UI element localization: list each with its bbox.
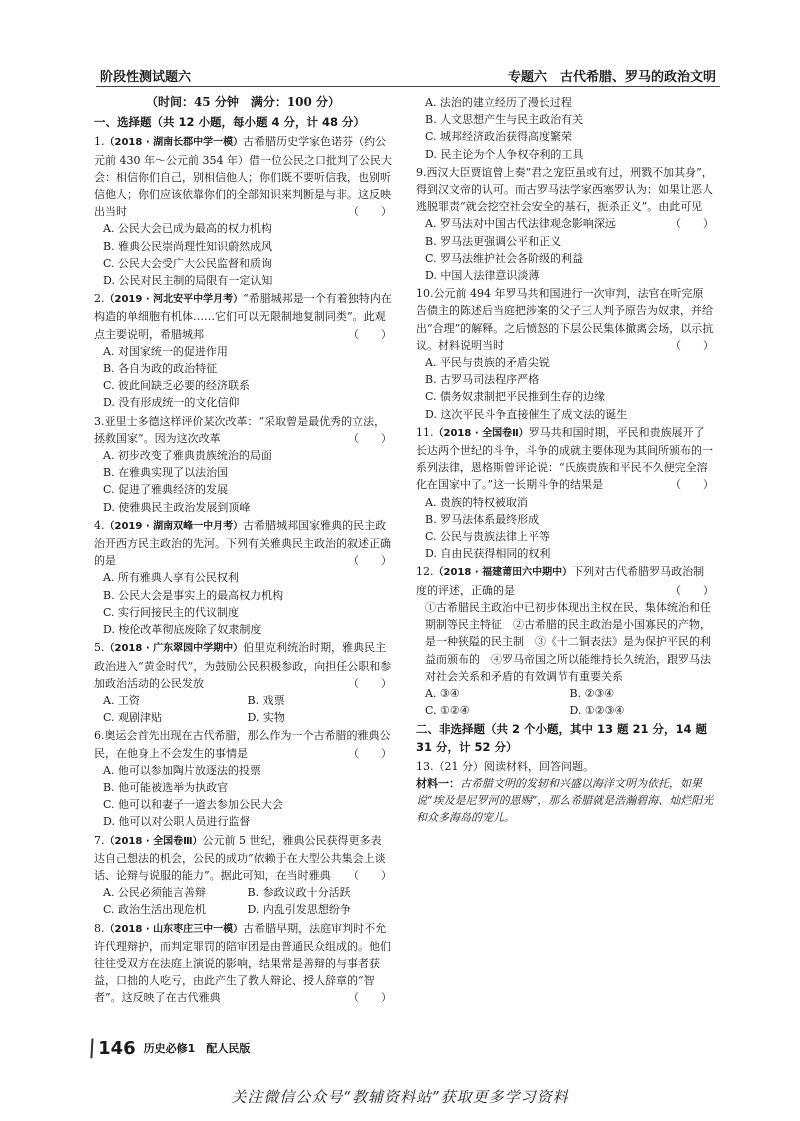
option: D. 梭伦改革彻底废除了奴隶制度: [103, 623, 262, 637]
q-source: （2019 · 河北安平中学月考）: [104, 294, 244, 306]
q-num: 1.: [94, 135, 105, 149]
q-text: 奥运会首先出现在古代希腊，那么作为一个古希腊的雅典公民，在他身上不会发生的事情是: [94, 729, 391, 760]
option: C. 观剧津贴: [103, 711, 163, 725]
material-text: 古希腊文明的发轫和兴盛以海洋文明为依托，如果说“埃及是尼罗河的恩赐”，那么希腊就是浩瀚碧海、灿烂阳光和众多海岛的宠儿。: [416, 776, 714, 825]
question-2: [94, 290, 392, 411]
option: B. 雅典公民崇尚理性知识蔚然成风: [103, 239, 273, 253]
answer-paren: （ ）: [348, 554, 392, 568]
page-number: 146: [98, 1037, 136, 1059]
option: D. 中国人法律意识淡薄: [425, 269, 540, 283]
option: B. 公民大会是事实上的最高权力机构: [103, 588, 284, 602]
answer-paren: （ ）: [348, 676, 392, 690]
header-right-title: 专题六 古代希腊、罗马的政治文明: [507, 70, 716, 85]
question-1: [94, 133, 392, 289]
question-12: [416, 563, 714, 719]
option: D. ①②③④: [569, 704, 625, 718]
q-text: （21 分）阅读材料，回答问题。: [433, 759, 594, 773]
option: A. 对国家统一的促进作用: [103, 344, 228, 358]
option: A. 所有雅典人享有公民权利: [103, 571, 239, 585]
answer-paren: （ ）: [348, 868, 392, 882]
option: C. 实行间接民主的代议制度: [103, 605, 240, 619]
option: D. 没有形成统一的文化信仰: [103, 396, 240, 410]
answer-paren: （ ）: [670, 217, 714, 231]
option: C. 公民大会受广大公民监督和质询: [103, 256, 273, 270]
option: C. 公民与贵族法律上平等: [425, 530, 551, 544]
book-title: 历史必修1 配人民版: [143, 1042, 251, 1055]
option: C. 城邦经济政治获得高度繁荣: [425, 130, 573, 144]
option: D. 使雅典民主政治发展到顶峰: [103, 500, 251, 514]
q-num: 6.: [94, 729, 105, 743]
question-8-options: [416, 94, 714, 163]
q-source: （2018 · 山东枣庄三中一模）: [104, 923, 244, 935]
option: B. 罗马法更强调公平和正义: [425, 234, 562, 248]
option: B. 各自为政的政治特征: [103, 362, 218, 376]
option: D. 他可以对公职人员进行监督: [103, 815, 251, 829]
question-5: [94, 639, 392, 726]
option: C. 彼此间缺乏必要的经济联系: [103, 379, 251, 393]
option: A. 初步改变了雅典贵族统治的局面: [103, 449, 272, 463]
option: A. 法治的建立经历了漫长过程: [425, 96, 572, 109]
q-source: （2018 · 福建莆田六中期中）: [433, 567, 573, 579]
q-text: 公元前 5 世纪，雅典公民获得更多表达自己想法的机会，公民的成功“依赖于在大型公共集会上谈话、论辩与说服的能力”。据此可知，在当时雅典: [94, 833, 386, 882]
option: D. 内乱引发思想纷争: [247, 903, 351, 917]
question-3: [94, 413, 392, 516]
q-num: 13.: [416, 759, 434, 773]
option: B. 古罗马司法程序严格: [425, 373, 540, 387]
q-text: 亚里士多德这样评价某次改革：“采取曾是最优秀的立法，拯救国家”。因为这次改革: [94, 414, 386, 445]
q-source: （2018 · 广东翠园中学期中）: [104, 643, 244, 655]
q-text: 西汉大臣贾谊曾上奏“君之宠臣虽或有过，刑戮不加其身”，得到汉文帝的认可。而古罗马法学家西塞罗认为：如果让恶人逃脱罪责“就会挖空社会安全的基石，扼杀正义”。由此可见: [416, 165, 713, 214]
option: A. 贵族的特权被取消: [425, 495, 528, 509]
answer-paren: （ ）: [348, 991, 392, 1005]
option: B. 在雅典实现了以法治国: [103, 466, 229, 480]
question-7: [94, 832, 392, 919]
option: B. 人文思想产生与民主政治有关: [425, 113, 584, 127]
q-source: （2018 · 全国卷Ⅲ）: [104, 835, 203, 847]
option: C. 他可以和妻子一道去参加公民大会: [103, 798, 284, 812]
question-11: [416, 424, 714, 563]
option: C. 债务奴隶制把平民推到生存的边缘: [425, 390, 606, 404]
answer-paren: （ ）: [348, 327, 392, 341]
answer-paren: （ ）: [348, 205, 392, 219]
option: C. 促进了雅典经济的发展: [103, 483, 229, 497]
option: D. 民主论为个人争权夺利的工具: [425, 147, 584, 161]
q-text: “希腊城邦是一个有着独特内在构造的单细胞有机体……它们可以无限制地复制同类”。此观点主要说明，希腊城邦: [94, 292, 392, 341]
watermark-text: 关注微信公众号“教辅资料站”获取更多学习资料: [231, 1088, 569, 1106]
option: A. ③④: [425, 686, 460, 700]
q-text: 古希腊早期，法庭审判时不允许代理辩护，而判定罪罚的陪审团是由普通民众组成的。他们往往受双方在法庭上演说的影响，结果常是善辩的与事者获益，口拙的人吃亏，由此产生了教人辩论、授人辞章的“智者”。这反映了在古代雅典: [94, 921, 391, 1005]
option: C. ①②④: [425, 704, 470, 718]
section-heading-nonchoice: 二、非选择题（共 2 个小题，其中 13 题 21 分，14 题 31 分，计 52 分）: [416, 722, 708, 754]
q-num: 10.: [416, 287, 434, 301]
question-9: [416, 164, 714, 284]
exam-time-info: （时间：45 分钟 满分：100 分）: [145, 95, 341, 109]
left-column: [94, 94, 392, 1008]
question-6: [94, 727, 392, 830]
option: A. 平民与贵族的矛盾尖锐: [425, 356, 550, 370]
material-one: [416, 775, 714, 827]
q-num: 8.: [94, 921, 105, 935]
q-text: 古希腊城邦国家雅典的民主政治开西方民主政治的先河。下列有关雅典民主政治的叙述正确的是: [94, 518, 391, 568]
q-source: （2018 · 全国卷Ⅱ）: [433, 427, 529, 439]
header-left-title: 阶段性测试题六: [100, 70, 192, 85]
option: D. 公民对民主制的局限有一定认知: [103, 274, 273, 288]
option: A. 他可以参加陶片放逐法的投票: [103, 763, 261, 777]
option: B. 参政议政十分活跃: [247, 886, 351, 900]
q-num: 5.: [94, 641, 105, 655]
option: D. 这次平民斗争直接催生了成文法的诞生: [425, 407, 628, 421]
q-text: 公元前 494 年罗马共和国进行一次审判，法官在听完原告债主的陈述后当庭把涉案的父子三人判予原告为奴隶，并给出“合理”的解释。之后愤怒的下层公民集体撤离会场，以示抗议。材料说明当时: [416, 287, 714, 352]
option: A. 工资: [103, 693, 140, 707]
section-heading-choice: 一、选择题（共 12 小题，每小题 4 分，计 48 分）: [94, 115, 366, 130]
question-13: [416, 758, 714, 827]
option: A. 公民大会已成为最高的权力机构: [103, 222, 272, 236]
option: B. 罗马法体系最终形成: [425, 512, 540, 526]
answer-paren: （ ）: [348, 431, 392, 445]
answer-paren: （ ）: [670, 478, 714, 492]
question-10: [416, 285, 714, 423]
page-footer: [82, 1034, 251, 1062]
q-num: 3.: [94, 414, 105, 428]
q-text: 罗马共和国时期，平民和贵族展开了长达两个世纪的斗争，斗争的成就主要体现为其间所颁布的一系列法律，恩格斯曾评论说：“氏族贵族和平民不久便完全溶化在国家中了。”这一长期斗争的结果是: [416, 425, 713, 492]
q-text: 古希腊历史学家色诺芬（约公元前 430 年～公元前 354 年）借一位公民之口批判了公民大会：相信你们自己，别相信他人；你们既不要听信我，也别听信他人；你们应该依靠你们的全部知识来判断是与非。这反映出当时: [94, 135, 392, 219]
q-source: （2018 · 湖南长郡中学一模）: [104, 137, 244, 149]
question-8: [94, 920, 392, 1007]
answer-paren: （ ）: [348, 746, 392, 760]
slash-decoration-icon: \: [82, 1034, 102, 1062]
q-num: 12.: [416, 565, 434, 579]
q-num: 2.: [94, 292, 105, 306]
q-statements: ①古希腊民主政治中已初步体现出主权在民、集体统治和任期制等民主特征 ②古希腊的民主政治是小国寡民的产物，是一种狭隘的民主制 ③《十二铜表法》是为保护平民的利益而颁布的 ④罗马帝国之所以能维持长久统治，跟罗马法对社会关系和矛盾的有效调节有重要关系: [425, 600, 711, 683]
q-num: 4.: [94, 518, 105, 532]
option: B. 他可能被选举为执政官: [103, 780, 229, 794]
right-column: [416, 94, 714, 828]
option: A. 公民必须能言善辩: [103, 886, 206, 900]
q-source: （2019 · 湖南双峰一中月考）: [104, 520, 244, 532]
option: A. 罗马法对中国古代法律观念影响深远: [425, 217, 616, 231]
option: C. 政治生活出现危机: [103, 903, 207, 917]
option: B. ②③④: [569, 686, 615, 700]
option: B. 戏票: [247, 693, 285, 707]
material-label: 材料一：: [416, 776, 460, 790]
option: D. 自由民获得相同的权利: [425, 547, 551, 561]
question-4: [94, 517, 392, 638]
header-rule: [96, 86, 720, 87]
q-text: 下列对古代希腊罗马政治制度的评述，正确的是: [416, 565, 705, 597]
answer-paren: （ ）: [670, 338, 714, 352]
q-num: 11.: [416, 425, 434, 439]
option: D. 实物: [247, 711, 285, 725]
answer-paren: （ ）: [670, 583, 714, 597]
q-num: 7.: [94, 833, 105, 847]
option: C. 罗马法维护社会各阶级的利益: [425, 251, 584, 265]
q-text: 伯里克利统治时期，雅典民主政治进入“黄金时代”，为鼓励公民积极参政，向担任公职和参加政治活动的公民发放: [94, 641, 392, 690]
q-num: 9.: [416, 165, 427, 179]
